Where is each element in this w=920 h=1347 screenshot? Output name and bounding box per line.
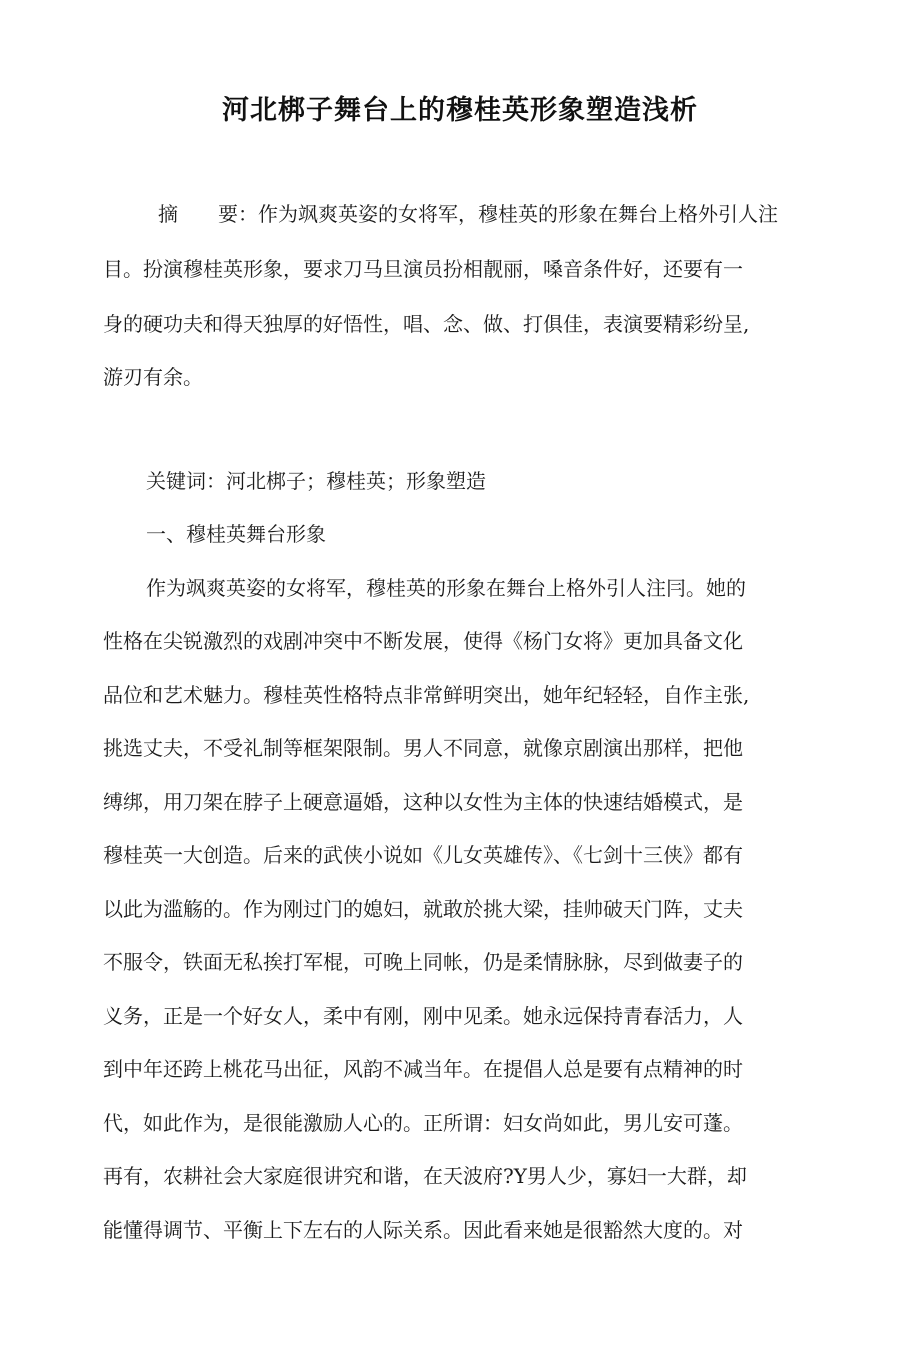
- body-line: 作为飒爽英姿的女将军，穆桂英的形象在舞台上格外引人注冃。她的: [146, 576, 746, 600]
- abstract-label-second: 要：: [218, 202, 258, 226]
- body-line: 性格在尖锐激烈的戏剧冲突中不断发展，使得《杨门女将》更加具备文化: [103, 629, 743, 653]
- body-line: 义务，正是一个好女人，柔中有刚，刚中见柔。她永远保持青春活力，人: [103, 1004, 743, 1028]
- body-line: 缚绑，用刀架在脖子上硬意逼婚，这种以女性为主体的快速结婚模式，是: [103, 790, 743, 814]
- body-line: 以此为滥觞的。作为刚过门的媳妇，就敢於挑大梁，挂帅破天门阵，丈夫: [103, 897, 743, 921]
- body-line: 到中年还跨上桃花马出征，风韵不减当年。在提倡人总是要有点精神的时: [103, 1057, 743, 1081]
- body-line: 能懂得调节、平衡上下左右的人际关系。因此看来她是很豁然大度的。对: [103, 1218, 743, 1242]
- body-line: 不服令，铁面无私挨打军棍，可晚上同帐，仍是柔情脉脉，尽到做妻子的: [103, 950, 743, 974]
- abstract-label: [158, 200, 778, 228]
- body-line: 再有，农耕社会大家庭很讲究和谐，在天波府?Y男人少，寡妇一大群，却: [103, 1164, 747, 1188]
- body-line: 穆桂英一大创造。后来的武侠小说如《儿女英雄传》、《七剑十三侠》都有: [103, 843, 743, 867]
- abstract-line-4: 游刃有余。: [103, 365, 203, 389]
- body-line: 代，如此作为，是很能激励人心的。正所谓：妇女尚如此，男儿安可蓬。: [103, 1111, 743, 1135]
- abstract-label-first: 摘: [158, 202, 178, 226]
- body-line: 挑选丈夫，不受礼制等框架限制。男人不同意，就像京剧演出那样，把他: [103, 736, 743, 760]
- abstract-line-3: 身的硬功夫和得天独厚的好悟性，唱、念、做、打俱佳，表演要精彩纷呈,: [103, 312, 750, 336]
- section-heading: 一、穆桂英舞台形象: [146, 522, 326, 546]
- abstract-line-1: 作为飒爽英姿的女将军，穆桂英的形象在舞台上格外引人注: [258, 202, 778, 226]
- body-line: 品位和艺术魅力。穆桂英性格特点非常鲜明突出，她年纪轻轻，自作主张,: [103, 683, 750, 707]
- abstract-line-2: 目。扮演穆桂英形象，要求刀马旦演员扮相靓丽，嗓音条件好，还要有一: [103, 257, 743, 281]
- keywords: 关键词：河北梆子；穆桂英；形象塑造: [146, 469, 486, 493]
- document-title: 河北梆子舞台上的穆桂英形象塑造浅析: [222, 95, 698, 126]
